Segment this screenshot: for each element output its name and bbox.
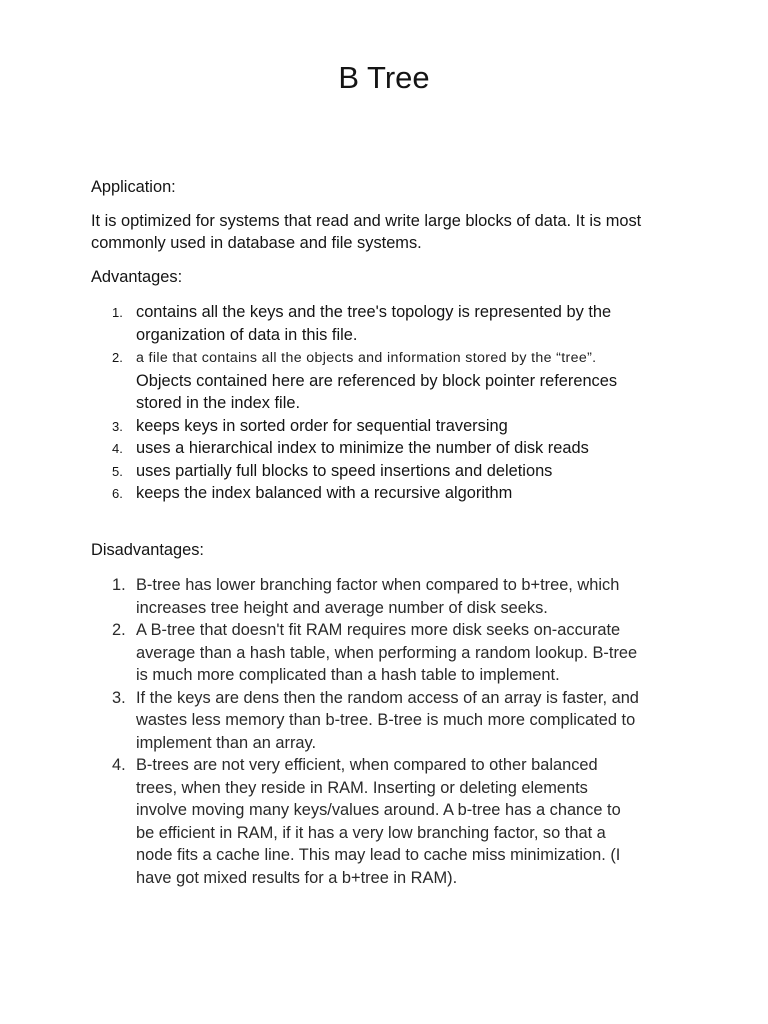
disadvantage-item-line: have got mixed results for a b+tree in RAM). — [136, 868, 458, 887]
advantage-item — [91, 415, 691, 438]
advantage-item — [91, 460, 691, 483]
disadvantage-item-line: If the keys are dens then the random access of an array is faster, and — [136, 688, 639, 707]
disadvantages-list — [91, 574, 691, 889]
advantage-item-number: 1. — [112, 305, 123, 320]
disadvantage-item-line: increases tree height and average number of disk seeks. — [136, 598, 548, 617]
advantage-item-line: keeps the index balanced with a recursive algorithm — [136, 484, 513, 502]
advantage-item-number: 5. — [112, 463, 123, 479]
advantage-item-line: stored in the index file. — [136, 394, 301, 412]
disadvantage-item-number: 2. — [112, 621, 126, 639]
advantage-item-line: uses a hierarchical index to minimize the number of disk reads — [136, 439, 589, 457]
disadvantage-item-line: involve moving many keys/values around. A b-tree has a chance to — [136, 801, 621, 819]
advantage-item — [91, 482, 691, 505]
page-title: B Tree — [338, 60, 430, 95]
document-body — [91, 176, 691, 889]
disadvantage-item-line: B-trees are not very efficient, when compared to other balanced — [136, 756, 598, 774]
advantage-item-line: contains all the keys and the tree's topology is represented by the — [136, 303, 612, 321]
advantage-item-number: 6. — [112, 486, 123, 501]
disadvantage-item-number: 3. — [112, 688, 126, 707]
disadvantage-item — [91, 754, 691, 889]
disadvantage-item-number: 1. — [112, 576, 126, 594]
advantage-item-line: Objects contained here are referenced by block pointer references — [136, 371, 618, 390]
advantage-item — [91, 301, 691, 346]
disadvantage-item — [91, 619, 691, 687]
disadvantage-item-line: B-tree has lower branching factor when compared to b+tree, which — [136, 576, 620, 594]
disadvantage-item-line: is much more complicated than a hash table to implement. — [136, 666, 560, 684]
disadvantage-item-line: wastes less memory than b-tree. B-tree is much more complicated to — [136, 711, 636, 729]
application-heading: Application: — [91, 178, 176, 196]
disadvantage-item — [91, 574, 691, 619]
disadvantage-item-line: trees, when they reside in RAM. Inserting or deleting elements — [136, 778, 588, 797]
disadvantage-item-line: be efficient in RAM, if it has a very low branching factor, so that a — [136, 823, 606, 842]
disadvantage-item-number: 4. — [112, 756, 126, 774]
disadvantage-item — [91, 687, 691, 755]
advantage-item-line: organization of data in this file. — [136, 325, 358, 344]
advantage-item-line: keeps keys in sorted order for sequential traversing — [136, 416, 508, 435]
advantage-item-line: uses partially full blocks to speed insertions and deletions — [136, 461, 553, 480]
disadvantage-item-line: node fits a cache line. This may lead to cache miss minimization. (I — [136, 846, 621, 864]
advantage-item-line: a file that contains all the objects and information stored by the “tree”. — [136, 350, 597, 366]
advantages-heading: Advantages: — [91, 267, 183, 286]
disadvantage-item-line: implement than an array. — [136, 733, 317, 752]
application-text: It is optimized for systems that read and write large blocks of data. It is most commonly used in database and file systems. — [91, 211, 642, 252]
advantage-item-number: 2. — [112, 350, 123, 365]
advantage-item — [91, 437, 691, 460]
disadvantage-item-line: A B-tree that doesn't fit RAM requires more disk seeks on-accurate — [136, 621, 621, 639]
advantage-item-number: 3. — [112, 418, 123, 434]
advantage-item-number: 4. — [112, 441, 123, 456]
disadvantage-item-line: average than a hash table, when performing a random lookup. B-tree — [136, 643, 638, 662]
advantages-list — [91, 301, 691, 505]
advantage-item — [91, 346, 691, 415]
disadvantages-heading: Disadvantages: — [91, 540, 204, 559]
